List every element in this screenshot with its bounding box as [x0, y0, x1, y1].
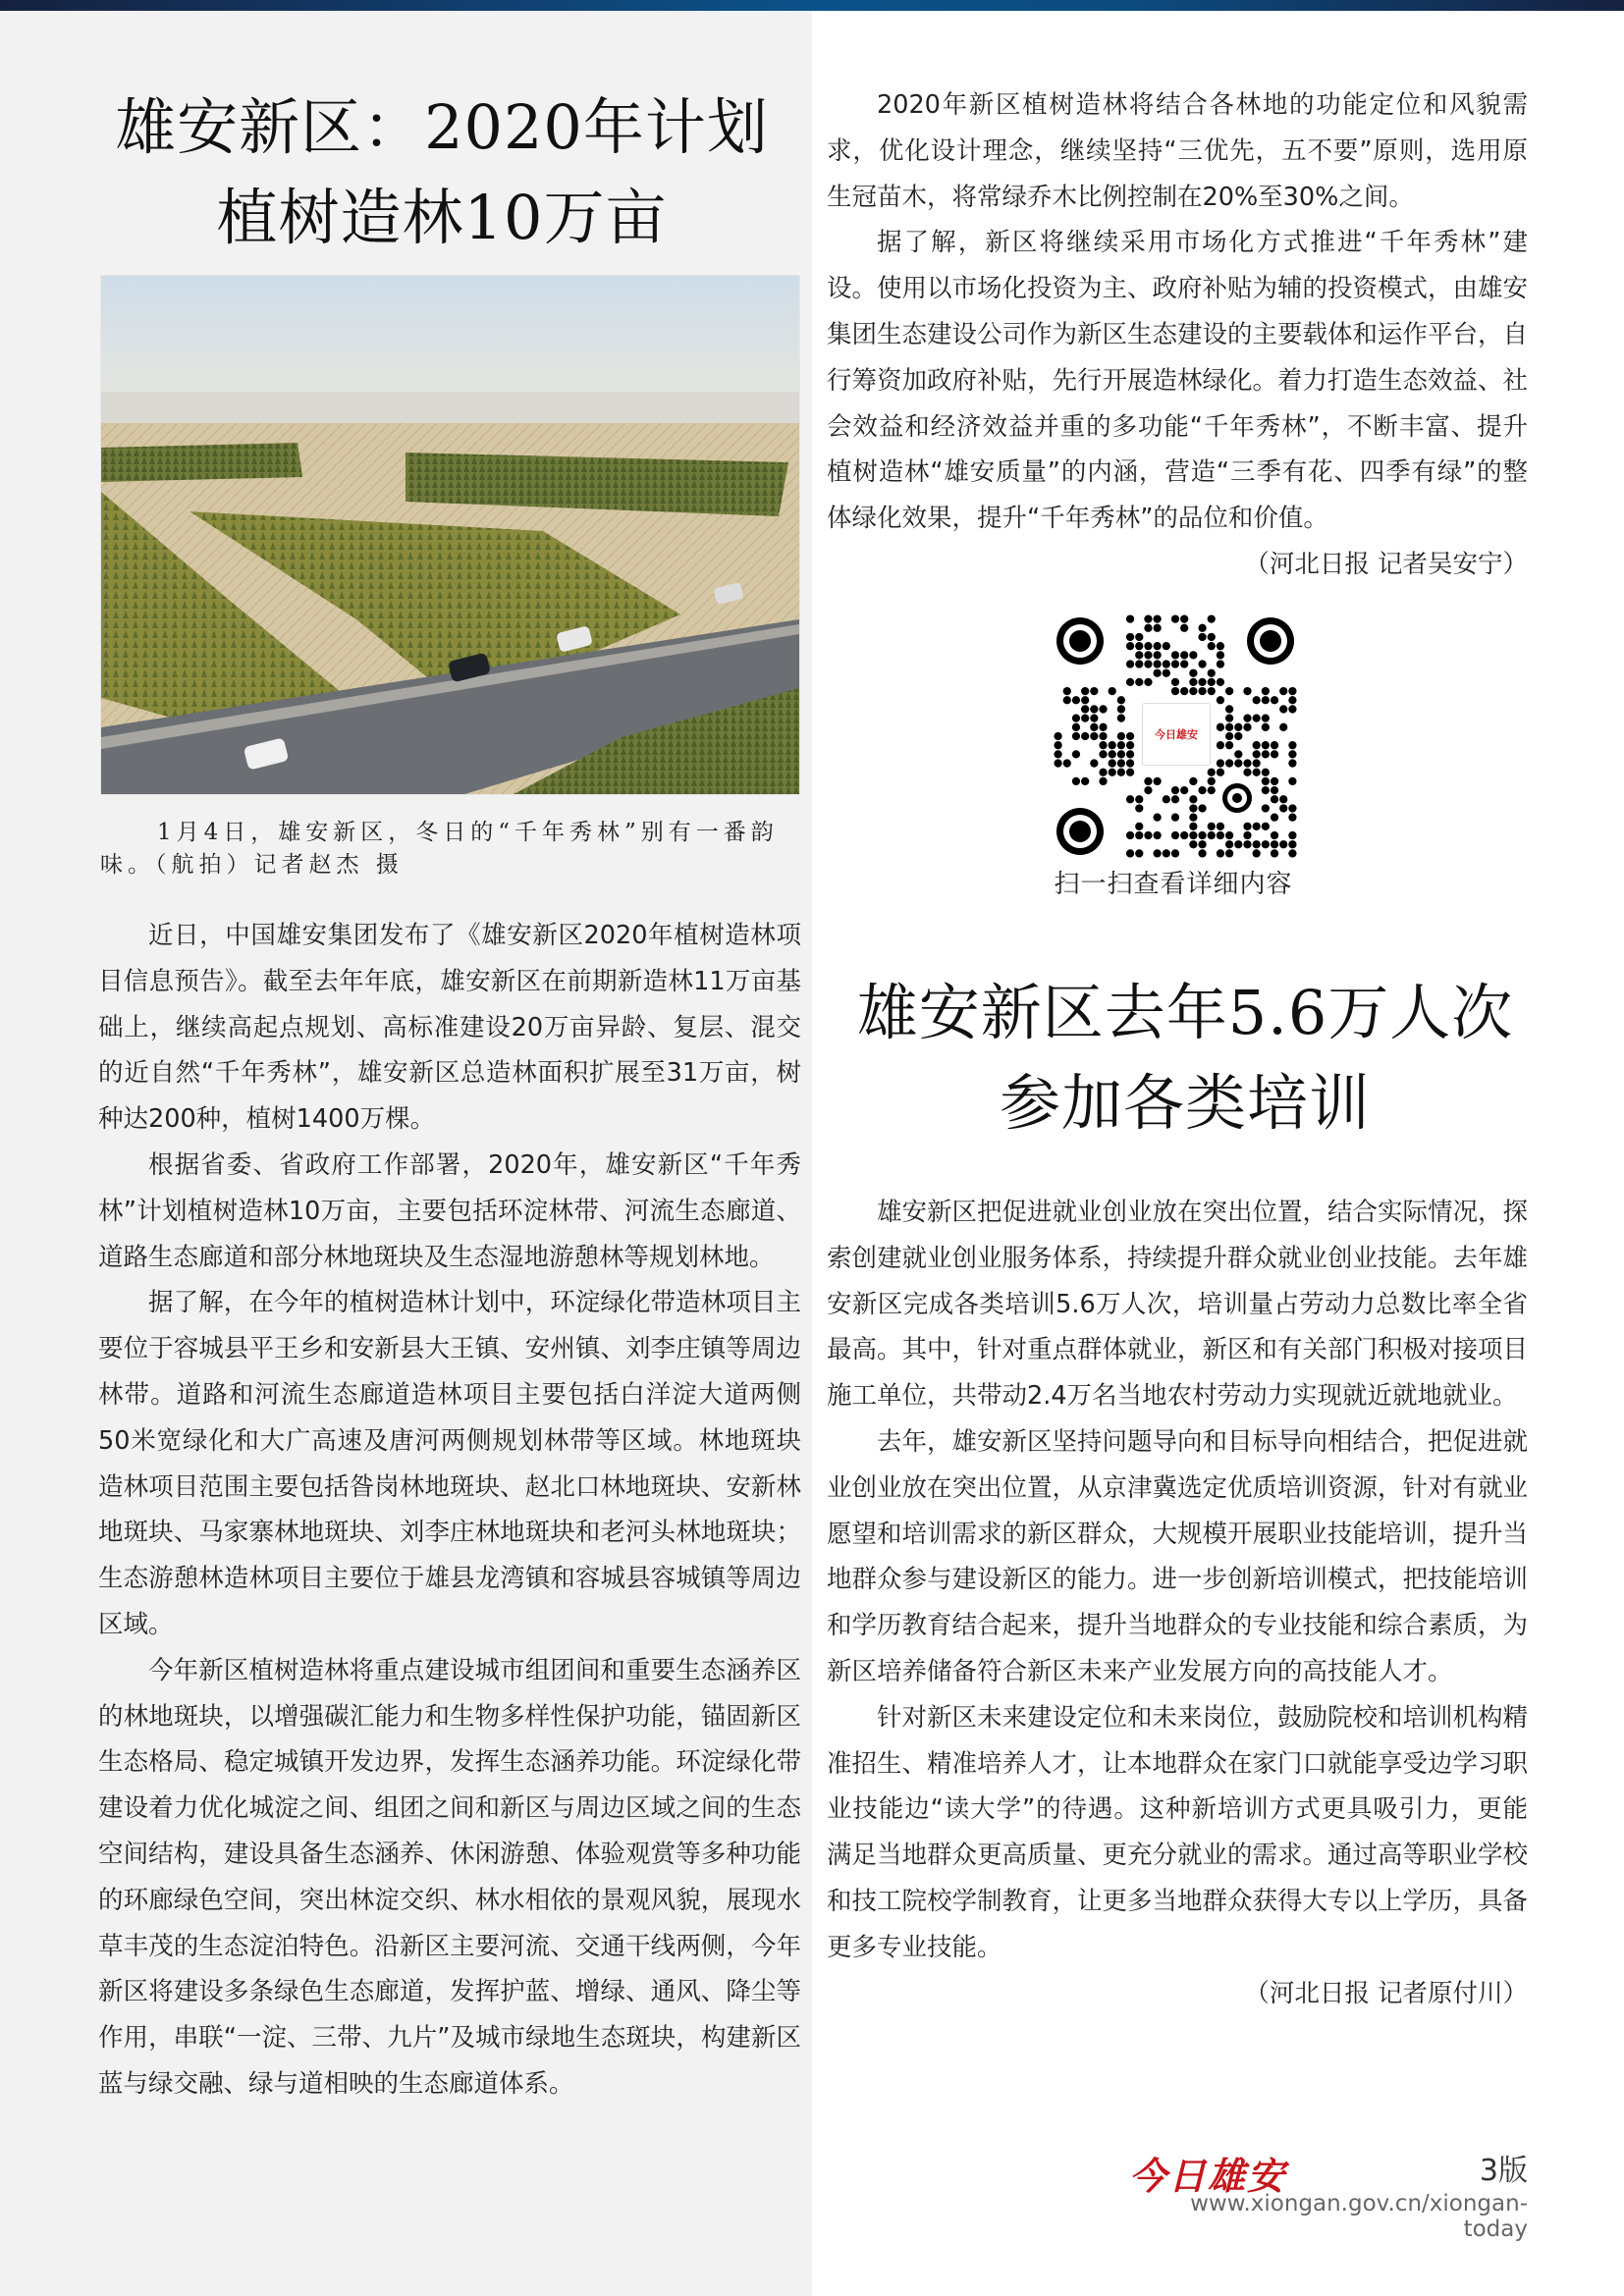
- qr-module-dot: [1208, 642, 1216, 650]
- qr-module-dot: [1253, 696, 1261, 704]
- qr-module-dot: [1072, 696, 1080, 704]
- qr-module-dot: [1253, 759, 1261, 767]
- qr-module-dot: [1225, 741, 1233, 749]
- qr-module-dot: [1144, 614, 1152, 622]
- qr-module-dot: [1189, 840, 1197, 848]
- qr-module-dot: [1117, 741, 1125, 749]
- qr-module-dot: [1153, 651, 1161, 659]
- article1-byline: （河北日报 记者吴安宁）: [1244, 549, 1528, 579]
- qr-module-dot: [1243, 840, 1251, 848]
- qr-module-dot: [1099, 705, 1107, 713]
- qr-module-dot: [1288, 696, 1296, 704]
- article1-photo-caption: 1月4日，雄安新区，冬日的“千年秀林”别有一番韵味。（航拍）记者赵杰 摄: [100, 820, 779, 878]
- qr-module-dot: [1081, 696, 1089, 704]
- qr-module-dot: [1189, 831, 1197, 839]
- qr-module-dot: [1135, 642, 1143, 650]
- qr-module-dot: [1208, 831, 1216, 839]
- qr-module-dot: [1262, 750, 1270, 758]
- qr-module-dot: [1153, 624, 1161, 632]
- qr-module-dot: [1208, 687, 1216, 695]
- qr-module-dot: [1189, 804, 1197, 812]
- qr-module-dot: [1217, 831, 1224, 839]
- qr-module-dot: [1243, 714, 1251, 721]
- qr-module-dot: [1253, 769, 1261, 776]
- aerial-forest-photo: [101, 276, 799, 794]
- qr-module-dot: [1117, 759, 1125, 767]
- qr-module-dot: [1217, 651, 1224, 659]
- qr-module-dot: [1198, 840, 1206, 848]
- qr-module-dot: [1225, 840, 1233, 848]
- qr-module-dot: [1090, 714, 1098, 721]
- qr-module-dot: [1208, 823, 1216, 830]
- qr-module-dot: [1081, 705, 1089, 713]
- qr-module-dot: [1153, 814, 1161, 822]
- qr-module-dot: [1253, 823, 1261, 830]
- qr-finder-top-right: [1247, 617, 1294, 665]
- qr-module-dot: [1217, 769, 1224, 776]
- qr-module-dot: [1180, 624, 1188, 632]
- qr-module-dot: [1081, 732, 1089, 740]
- qr-module-dot: [1126, 642, 1134, 650]
- qr-module-dot: [1099, 723, 1107, 731]
- qr-code[interactable]: [1054, 614, 1297, 858]
- article2-headline-line1: 雄安新区去年5.6万人次: [856, 977, 1514, 1048]
- qr-module-dot: [1153, 614, 1161, 622]
- qr-module-dot: [1262, 840, 1270, 848]
- qr-module-dot: [1217, 696, 1224, 704]
- qr-module-dot: [1189, 823, 1197, 830]
- qr-module-dot: [1126, 741, 1134, 749]
- qr-module-dot: [1099, 732, 1107, 740]
- article2-paragraph: 去年，雄安新区坚持问题导向和目标导向相结合，把促进就业创业放在突出位置，从京津冀选定优质培训资源，针对有就业愿望和培训需求的新区群众，大规模开展职业技能培训，提升当地群众参与建设新区的能力。进一步创新培训模式，把技能培训和学历教育结合起来，提升当地群众的专业技能和综合素质，为新区培养储备符合新区未来产业发展方向的高技能人才。: [827, 1426, 1529, 1686]
- qr-module-dot: [1262, 769, 1270, 776]
- qr-module-dot: [1208, 669, 1216, 677]
- qr-module-dot: [1234, 732, 1242, 740]
- qr-module-dot: [1180, 651, 1188, 659]
- qr-module-dot: [1279, 804, 1287, 812]
- qr-module-dot: [1126, 849, 1134, 857]
- article1-paragraph: 据了解，在今年的植树造林计划中，环淀绿化带造林项目主要位于容城县平王乡和安新县大王镇、安州镇、刘李庄镇等周边林带。道路和河流生态廊道造林项目主要包括白洋淀大道两侧50米宽绿化和大广高速及唐河两侧规划林带等区域。林地斑块造林项目范围主要包括昝岗林地斑块、赵北口林地斑块、安新林地斑块、马家寨林地斑块、刘李庄林地斑块和老河头林地斑块；生态游憩林造林项目主要位于雄县龙湾镇和容城县容城镇等周边区域。: [98, 1288, 801, 1639]
- qr-module-dot: [1288, 759, 1296, 767]
- qr-module-dot: [1271, 795, 1278, 803]
- article1-paragraph: 今年新区植树造林将重点建设城市组团间和重要生态涵养区的林地斑块，以增强碳汇能力和生物多样性保护功能，锚固新区生态格局、稳定城镇开发边界，发挥生态涵养功能。环淀绿化带建设着力优化城淀之间、组团之间和新区与周边区域之间的生态空间结构，建设具备生态涵养、休闲游憩、体验观赏等多种功能的环廊绿色空间，突出林淀交织、林水相依的景观风貌，展现水草丰茂的生态淀泊特色。沿新区主要河流、交通干线两侧，今年新区将建设多条绿色生态廊道，发挥护蓝、增绿、通风、降尘等作用，串联“一淀、三带、九片”及城市绿地生态斑块，构建新区蓝与绿交融、绿与道相映的生态廊道体系。: [98, 1655, 801, 2099]
- qr-module-dot: [1144, 660, 1152, 667]
- qr-finder-bottom-left: [1056, 808, 1104, 855]
- qr-module-dot: [1063, 696, 1071, 704]
- qr-module-dot: [1243, 823, 1251, 830]
- qr-module-dot: [1225, 831, 1233, 839]
- qr-module-dot: [1217, 741, 1224, 749]
- qr-module-dot: [1234, 750, 1242, 758]
- qr-module-dot: [1126, 750, 1134, 758]
- photo-sky: [101, 276, 799, 403]
- qr-module-dot: [1234, 723, 1242, 731]
- qr-module-dot: [1234, 759, 1242, 767]
- qr-module-dot: [1054, 759, 1061, 767]
- qr-module-dot: [1189, 814, 1197, 822]
- qr-module-dot: [1189, 678, 1197, 686]
- qr-module-dot: [1198, 786, 1206, 794]
- qr-module-dot: [1054, 732, 1061, 740]
- qr-module-dot: [1126, 759, 1134, 767]
- qr-module-dot: [1253, 849, 1261, 857]
- article2-headline-line2: 参加各类培训: [999, 1067, 1371, 1139]
- qr-module-dot: [1243, 759, 1251, 767]
- qr-module-dot: [1279, 840, 1287, 848]
- qr-module-dot: [1126, 660, 1134, 667]
- qr-module-dot: [1198, 633, 1206, 641]
- qr-module-dot: [1153, 777, 1161, 785]
- qr-module-dot: [1171, 687, 1179, 695]
- qr-module-dot: [1217, 759, 1224, 767]
- qr-module-dot: [1099, 750, 1107, 758]
- qr-module-dot: [1144, 624, 1152, 632]
- qr-module-dot: [1243, 687, 1251, 695]
- qr-module-dot: [1090, 705, 1098, 713]
- qr-module-dot: [1234, 840, 1242, 848]
- qr-module-dot: [1198, 624, 1206, 632]
- qr-module-dot: [1135, 795, 1143, 803]
- qr-module-dot: [1126, 678, 1134, 686]
- qr-module-dot: [1163, 849, 1170, 857]
- qr-module-dot: [1054, 750, 1061, 758]
- qr-module-dot: [1279, 723, 1287, 731]
- qr-center-logo: 今日雄安: [1142, 703, 1211, 766]
- qr-module-dot: [1072, 750, 1080, 758]
- article1-paragraph: 近日，中国雄安集团发布了《雄安新区2020年植树造林项目信息预告》。截至去年年底，雄安新区在前期新造林11万亩基础上，继续高起点规划、高标准建设20万亩异龄、复层、混交的近自然“千年秀林”，雄安新区总造林面积扩展至31万亩，树种达200种，植树1400万棵。: [98, 921, 801, 1135]
- qr-module-dot: [1109, 687, 1116, 695]
- qr-module-dot: [1081, 714, 1089, 721]
- qr-module-dot: [1198, 660, 1206, 667]
- qr-module-dot: [1126, 795, 1134, 803]
- qr-module-dot: [1144, 642, 1152, 650]
- qr-module-dot: [1288, 687, 1296, 695]
- qr-module-dot: [1171, 786, 1179, 794]
- article1-paragraph: 2020年新区植树造林将结合各林地的功能定位和风貌需求，优化设计理念，继续坚持“三优先，五不要”原则，选用原生冠苗木，将常绿乔木比例控制在20%至30%之间。: [827, 90, 1528, 212]
- qr-module-dot: [1126, 831, 1134, 839]
- qr-module-dot: [1198, 804, 1206, 812]
- qr-module-dot: [1171, 849, 1179, 857]
- qr-module-dot: [1171, 831, 1179, 839]
- qr-module-dot: [1063, 687, 1071, 695]
- qr-module-dot: [1163, 669, 1170, 677]
- qr-module-dot: [1081, 777, 1089, 785]
- qr-module-dot: [1171, 795, 1179, 803]
- qr-module-dot: [1054, 741, 1061, 749]
- qr-module-dot: [1126, 633, 1134, 641]
- qr-module-dot: [1262, 714, 1270, 721]
- article1-paragraph: 根据省委、省政府工作部署，2020年，雄安新区“千年秀林”计划植树造林10万亩，主要包括环淀林带、河流生态廊道、道路生态廊道和部分林地斑块及生态湿地游憩林等规划林地。: [98, 1149, 801, 1272]
- qr-module-dot: [1198, 687, 1206, 695]
- qr-module-dot: [1072, 732, 1080, 740]
- qr-module-dot: [1109, 759, 1116, 767]
- qr-module-dot: [1135, 823, 1143, 830]
- qr-module-dot: [1180, 687, 1188, 695]
- qr-module-dot: [1090, 732, 1098, 740]
- qr-module-dot: [1063, 759, 1071, 767]
- qr-module-dot: [1117, 714, 1125, 721]
- article1-paragraph: [827, 220, 1529, 579]
- qr-module-dot: [1180, 786, 1188, 794]
- qr-module-dot: [1271, 831, 1278, 839]
- qr-module-dot: [1099, 769, 1107, 776]
- qr-module-dot: [1253, 840, 1261, 848]
- qr-module-dot: [1109, 769, 1116, 776]
- qr-module-dot: [1135, 831, 1143, 839]
- qr-module-dot: [1135, 660, 1143, 667]
- qr-module-dot: [1171, 614, 1179, 622]
- qr-module-dot: [1135, 633, 1143, 641]
- qr-module-dot: [1208, 777, 1216, 785]
- qr-module-dot: [1144, 831, 1152, 839]
- qr-caption: 扫一扫查看详细内容: [1054, 870, 1293, 899]
- qr-module-dot: [1163, 795, 1170, 803]
- qr-module-dot: [1109, 741, 1116, 749]
- qr-module-dot: [1288, 831, 1296, 839]
- qr-module-dot: [1117, 769, 1125, 776]
- qr-module-dot: [1090, 723, 1098, 731]
- qr-module-dot: [1208, 769, 1216, 776]
- qr-module-dot: [1253, 714, 1261, 721]
- qr-module-dot: [1163, 642, 1170, 650]
- article1-headline: [59, 82, 825, 263]
- qr-module-dot: [1262, 687, 1270, 695]
- qr-module-dot: [1288, 849, 1296, 857]
- qr-module-dot: [1109, 750, 1116, 758]
- qr-module-dot: [1288, 777, 1296, 785]
- qr-module-dot: [1180, 831, 1188, 839]
- qr-module-dot: [1180, 660, 1188, 667]
- article2-paragraph: 雄安新区把促进就业创业放在突出位置，结合实际情况，探索创建就业创业服务体系，持续提升群众就业创业技能。去年雄安新区完成各类培训5.6万人次，培训量占劳动力总数比率全省最高。其中，针对重点群体就业，新区和有关部门积极对接项目施工单位，共带动2.4万名当地农村劳动力实现就近就地就业。: [827, 1198, 1529, 1412]
- qr-module-dot: [1225, 732, 1233, 740]
- qr-module-dot: [1288, 705, 1296, 713]
- qr-module-dot: [1243, 723, 1251, 731]
- qr-module-dot: [1262, 823, 1270, 830]
- article1-body: [98, 913, 801, 2108]
- brand-logo: 今日雄安: [1129, 2154, 1287, 2198]
- qr-module-dot: [1262, 741, 1270, 749]
- qr-module-dot: [1126, 614, 1134, 622]
- website-link[interactable]: www.xiongan.gov.cn/xiongan-today: [1190, 2191, 1528, 2242]
- qr-module-dot: [1243, 769, 1251, 776]
- qr-module-dot: [1253, 750, 1261, 758]
- qr-finder-top-left: [1056, 617, 1104, 665]
- qr-module-dot: [1153, 831, 1161, 839]
- qr-module-dot: [1171, 660, 1179, 667]
- qr-module-dot: [1171, 651, 1179, 659]
- qr-module-dot: [1090, 687, 1098, 695]
- photo-forest-far: [101, 443, 302, 482]
- qr-module-dot: [1189, 669, 1197, 677]
- qr-module-dot: [1189, 795, 1197, 803]
- article1-photo: [100, 275, 800, 795]
- article2-headline: [817, 968, 1553, 1148]
- qr-module-dot: [1135, 849, 1143, 857]
- qr-module-dot: [1126, 732, 1134, 740]
- qr-module-dot: [1099, 777, 1107, 785]
- qr-module-dot: [1271, 849, 1278, 857]
- qr-module-dot: [1288, 840, 1296, 848]
- qr-module-dot: [1090, 759, 1098, 767]
- qr-module-dot: [1208, 678, 1216, 686]
- qr-module-dot: [1262, 696, 1270, 704]
- qr-module-dot: [1153, 660, 1161, 667]
- qr-module-dot: [1208, 614, 1216, 622]
- qr-module-dot: [1225, 849, 1233, 857]
- qr-module-dot: [1072, 714, 1080, 721]
- qr-module-dot: [1288, 741, 1296, 749]
- qr-module-dot: [1198, 678, 1206, 686]
- qr-module-dot: [1126, 769, 1134, 776]
- qr-module-dot: [1171, 814, 1179, 822]
- page-number: 3版: [1479, 2154, 1528, 2188]
- qr-module-dot: [1225, 759, 1233, 767]
- article2-body: [827, 1190, 1528, 2016]
- qr-module-dot: [1288, 814, 1296, 822]
- article1-headline-line2: 植树造林10万亩: [216, 182, 668, 253]
- qr-module-dot: [1072, 777, 1080, 785]
- qr-module-dot: [1144, 786, 1152, 794]
- qr-module-dot: [1189, 651, 1197, 659]
- qr-module-dot: [1271, 777, 1278, 785]
- qr-module-dot: [1271, 750, 1278, 758]
- qr-module-dot: [1081, 687, 1089, 695]
- qr-module-dot: [1198, 831, 1206, 839]
- qr-module-dot: [1099, 741, 1107, 749]
- qr-module-dot: [1189, 687, 1197, 695]
- qr-module-dot: [1117, 750, 1125, 758]
- qr-module-dot: [1208, 633, 1216, 641]
- qr-module-dot: [1217, 642, 1224, 650]
- qr-module-dot: [1217, 678, 1224, 686]
- article2-byline: （河北日报 记者原付川）: [1244, 1978, 1528, 2008]
- qr-module-dot: [1271, 840, 1278, 848]
- qr-module-dot: [1117, 696, 1125, 704]
- qr-module-dot: [1217, 723, 1224, 731]
- qr-module-dot: [1144, 651, 1152, 659]
- qr-module-dot: [1262, 804, 1270, 812]
- qr-module-dot: [1135, 804, 1143, 812]
- qr-module-dot: [1171, 678, 1179, 686]
- qr-module-dot: [1198, 849, 1206, 857]
- qr-module-dot: [1271, 786, 1278, 794]
- qr-module-dot: [1217, 849, 1224, 857]
- qr-module-dot: [1253, 741, 1261, 749]
- qr-module-dot: [1117, 705, 1125, 713]
- qr-module-dot: [1208, 786, 1216, 794]
- qr-module-dot: [1271, 696, 1278, 704]
- qr-module-dot: [1163, 660, 1170, 667]
- qr-module-dot: [1262, 786, 1270, 794]
- qr-module-dot: [1279, 705, 1287, 713]
- qr-module-dot: [1243, 831, 1251, 839]
- qr-module-dot: [1225, 705, 1233, 713]
- qr-module-dot: [1144, 678, 1152, 686]
- qr-module-dot: [1225, 723, 1233, 731]
- article1-paragraph-text: 据了解，新区将继续采用市场化方式推进“千年秀林”建设。使用以市场化投资为主、政府补贴为辅的投资模式，由雄安集团生态建设公司作为新区生态建设的主要载体和运作平台，自行筹资加政府补贴，先行开展造林绿化。着力打造生态效益、社会效益和经济效益并重的多功能“千年秀林”，不断丰富、提升植树造林“雄安质量”的内涵，营造“三季有花、四季有绿”的整体绿化效果，提升“千年秀林”的品位和价值。: [827, 228, 1529, 534]
- qr-module-dot: [1135, 651, 1143, 659]
- qr-module-dot: [1153, 642, 1161, 650]
- qr-module-dot: [1271, 741, 1278, 749]
- qr-module-dot: [1144, 777, 1152, 785]
- top-banner-bar: [0, 0, 1624, 11]
- qr-module-dot: [1279, 795, 1287, 803]
- qr-module-dot: [1225, 714, 1233, 721]
- qr-module-dot: [1271, 814, 1278, 822]
- qr-module-dot: [1288, 750, 1296, 758]
- qr-module-dot: [1288, 804, 1296, 812]
- qr-module-dot: [1189, 777, 1197, 785]
- qr-module-dot: [1217, 660, 1224, 667]
- article2-paragraph: 针对新区未来建设定位和未来岗位，鼓励院校和培训机构精准招生、精准培养人才，让本地群众在家门口就能享受边学习职业技能边“读大学”的待遇。这种新培训方式更具吸引力，更能满足当地群众更高质量、更充分就业的需求。通过高等职业学校和技工院校学制教育，让更多当地群众获得大专以上学历，具备更多专业技能。: [827, 1702, 1529, 1962]
- qr-module-dot: [1180, 614, 1188, 622]
- qr-module-dot: [1153, 849, 1161, 857]
- qr-module-dot: [1072, 723, 1080, 731]
- article1-headline-line1: 雄安新区：2020年计划: [115, 91, 769, 163]
- qr-module-dot: [1217, 823, 1224, 830]
- qr-module-dot: [1117, 732, 1125, 740]
- qr-module-dot: [1153, 669, 1161, 677]
- qr-alignment-mark: [1222, 783, 1252, 813]
- qr-module-dot: [1262, 777, 1270, 785]
- qr-module-dot: [1279, 687, 1287, 695]
- qr-module-dot: [1135, 678, 1143, 686]
- qr-module-dot: [1262, 723, 1270, 731]
- article1-body-continued: [827, 82, 1528, 588]
- qr-module-dot: [1225, 687, 1233, 695]
